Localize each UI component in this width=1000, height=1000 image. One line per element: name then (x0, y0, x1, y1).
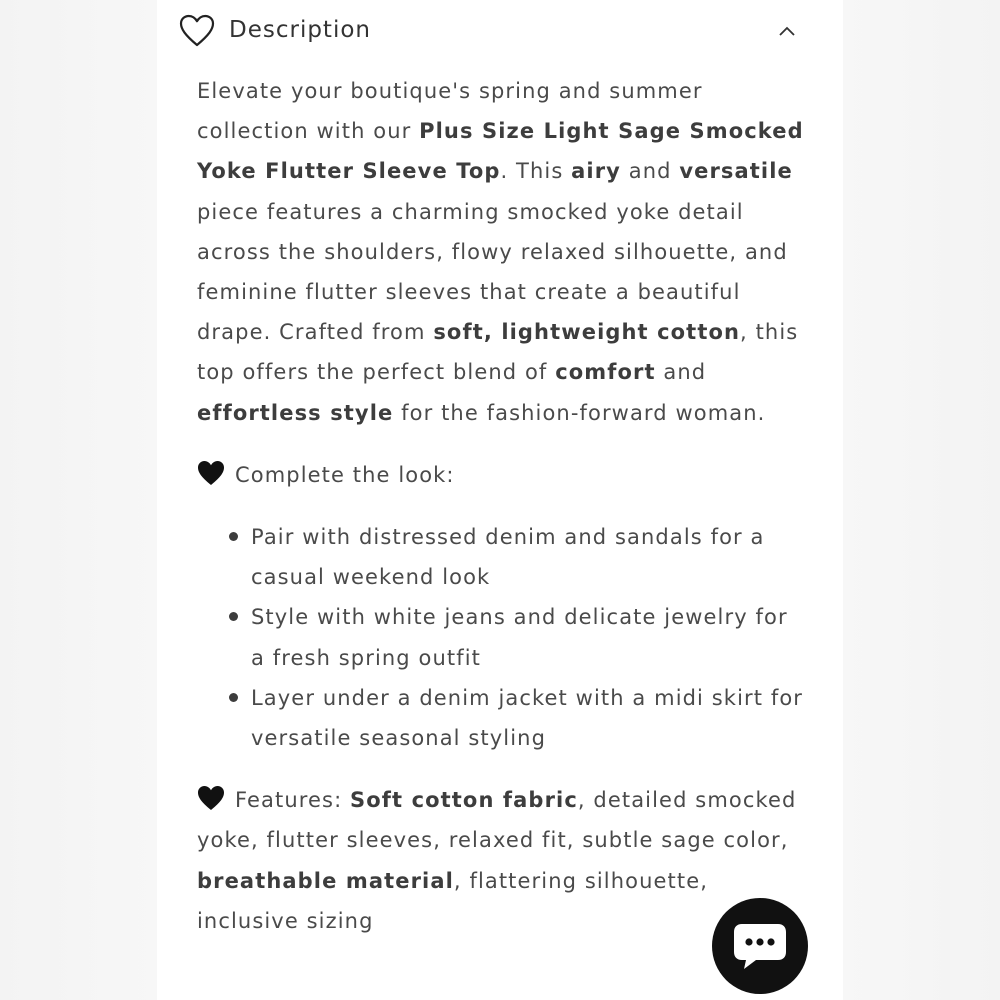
highlight-airy: airy (571, 159, 621, 184)
page-background-left (0, 0, 157, 1000)
bullet-icon (229, 612, 238, 621)
complete-look-heading (197, 455, 807, 495)
highlight-style: effortless style (197, 400, 394, 425)
highlight-comfort: comfort (555, 360, 656, 385)
intro-paragraph (197, 71, 807, 433)
product-description-panel (157, 0, 843, 1000)
product-name: Plus Size Light Sage Smocked Yoke Flutter Sleeve Top (197, 119, 804, 184)
page-background-right (843, 0, 1000, 1000)
styling-tips-list (197, 517, 807, 758)
highlight-versatile: versatile (679, 159, 793, 184)
description-content (197, 71, 807, 941)
black-heart-icon (197, 460, 225, 486)
chat-widget-button[interactable] (712, 898, 808, 994)
chat-bubble-icon (732, 922, 788, 972)
list-item-text: Pair with distressed denim and sandals for a casual weekend look (251, 525, 765, 590)
features-text: , flattering silhouette, inclusive sizing (197, 868, 708, 933)
highlight-fabric: Soft cotton fabric (350, 788, 578, 813)
list-item-text: Layer under a denim jacket with a midi skirt for versatile seasonal styling (251, 685, 804, 751)
heart-outline-icon[interactable] (179, 14, 215, 48)
list-item (229, 517, 807, 597)
intro-text: piece features a charming smocked yoke detail across the shoulders, flowy relaxed silhouette, and feminine flutter sleeves that create a beautiful drape. Crafted from (197, 199, 788, 345)
bullet-icon (229, 693, 238, 702)
features-text: , detailed smocked yoke, flutter sleeves, relaxed fit, subtle sage color, (197, 788, 797, 853)
description-accordion-toggle[interactable] (157, 0, 843, 64)
intro-text: . This (500, 159, 572, 184)
accordion-title: Description (229, 17, 371, 43)
list-item (229, 678, 807, 758)
complete-look-label: Complete the look: (235, 462, 455, 487)
chevron-up-icon[interactable] (777, 24, 797, 38)
intro-text: and (620, 159, 680, 184)
intro-text: , this top offers the perfect blend of (197, 320, 799, 385)
black-heart-icon (197, 785, 225, 811)
highlight-breathable: breathable material (197, 868, 454, 893)
list-item (229, 597, 807, 677)
bullet-icon (229, 532, 238, 541)
features-paragraph (197, 780, 807, 941)
intro-text: for the fashion-forward woman. (393, 400, 766, 425)
intro-text: Elevate your boutique's spring and summer collection with our (197, 79, 703, 144)
features-label: Features: (235, 788, 351, 813)
highlight-material: soft, lightweight cotton (433, 320, 741, 345)
list-item-text: Style with white jeans and delicate jewelry for a fresh spring outfit (251, 605, 788, 670)
intro-text: and (655, 360, 707, 385)
